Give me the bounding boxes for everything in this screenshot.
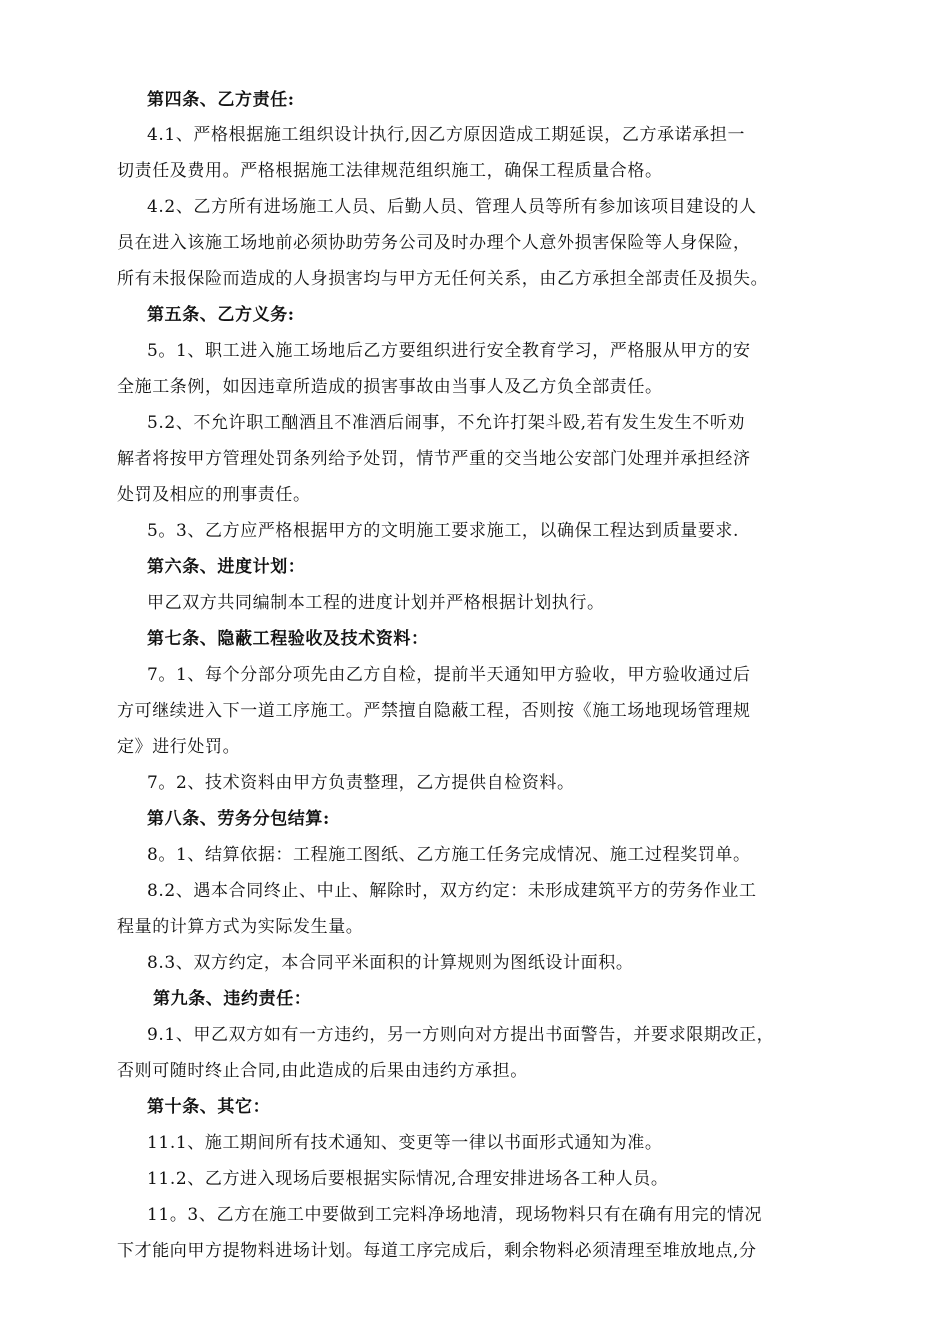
paragraph-line: 切责任及费用。严格根据施工法律规范组织施工，确保工程质量合格。 xyxy=(117,161,663,181)
paragraph-line: 4.1、严格根据施工组织设计执行,因乙方原因造成工期延误，乙方承诺承担一 xyxy=(147,125,746,145)
paragraph-line: 11.1、施工期间所有技术通知、变更等一律以书面形式通知为准。 xyxy=(147,1133,663,1153)
paragraph-line: 7。2、技术资料由甲方负责整理，乙方提供自检资料。 xyxy=(147,773,575,793)
paragraph-line: 处罚及相应的刑事责任。 xyxy=(117,485,311,505)
paragraph-line: 解者将按甲方管理处罚条列给予处罚，情节严重的交当地公安部门处理并承担经济 xyxy=(117,449,751,469)
paragraph-line: 5。1、职工进入施工场地后乙方要组织进行安全教育学习，严格服从甲方的安 xyxy=(147,341,751,361)
paragraph-line: 甲乙双方共同编制本工程的进度计划并严格根据计划执行。 xyxy=(147,593,605,613)
heading-article-5: 第五条、乙方义务: xyxy=(147,305,295,325)
paragraph-line: 7。1、每个分部分项先由乙方自检，提前半天通知甲方验收，甲方验收通过后 xyxy=(147,665,751,685)
paragraph-line: 所有未报保险而造成的人身损害均与甲方无任何关系，由乙方承担全部责任及损失。 xyxy=(117,269,769,289)
paragraph-line: 5.2、不允许职工酗酒且不准酒后闹事，不允许打架斗殴,若有发生发生不听劝 xyxy=(147,413,746,433)
paragraph-line: 否则可随时终止合同,由此造成的后果由违约方承担。 xyxy=(117,1061,528,1081)
paragraph-line: 员在进入该施工场地前必须协助劳务公司及时办理个人意外损害保险等人身保险， xyxy=(117,233,751,253)
paragraph-line: 4.2、乙方所有进场施工人员、后勤人员、管理人员等所有参加该项目建设的人 xyxy=(147,197,757,217)
paragraph-line: 8.3、双方约定，本合同平米面积的计算规则为图纸设计面积。 xyxy=(147,953,634,973)
paragraph-line: 11.2、乙方进入现场后要根据实际情况,合理安排进场各工种人员。 xyxy=(147,1169,669,1189)
heading-article-8: 第八条、劳务分包结算: xyxy=(147,809,330,829)
heading-article-4: 第四条、乙方责任: xyxy=(147,90,295,110)
paragraph-line: 11。3、乙方在施工中要做到工完料净场地清，现场物料只有在确有用完的情况 xyxy=(147,1205,763,1225)
paragraph-line: 定》进行处罚。 xyxy=(117,737,241,757)
heading-article-7: 第七条、隐蔽工程验收及技术资料： xyxy=(147,629,429,649)
paragraph-line: 9.1、甲乙双方如有一方违约，另一方则向对方提出书面警告，并要求限期改正， xyxy=(147,1025,775,1045)
heading-article-10: 第十条、其它： xyxy=(147,1097,271,1117)
paragraph-line: 5。3、乙方应严格根据甲方的文明施工要求施工，以确保工程达到质量要求. xyxy=(147,521,740,541)
paragraph-line: 方可继续进入下一道工序施工。严禁擅自隐蔽工程，否则按《施工场地现场管理规 xyxy=(117,701,751,721)
paragraph-line: 全施工条例，如因违章所造成的损害事故由当事人及乙方负全部责任。 xyxy=(117,377,663,397)
paragraph-line: 下才能向甲方提物料进场计划。每道工序完成后，剩余物料必须清理至堆放地点,分 xyxy=(117,1241,757,1261)
heading-article-9: 第九条、违约责任： xyxy=(153,989,312,1009)
paragraph-line: 程量的计算方式为实际发生量。 xyxy=(117,917,364,937)
heading-article-6: 第六条、进度计划： xyxy=(147,557,306,577)
paragraph-line: 8。1、结算依据：工程施工图纸、乙方施工任务完成情况、施工过程奖罚单。 xyxy=(147,845,751,865)
paragraph-line: 8.2、遇本合同终止、中止、解除时，双方约定：未形成建筑平方的劳务作业工 xyxy=(147,881,757,901)
